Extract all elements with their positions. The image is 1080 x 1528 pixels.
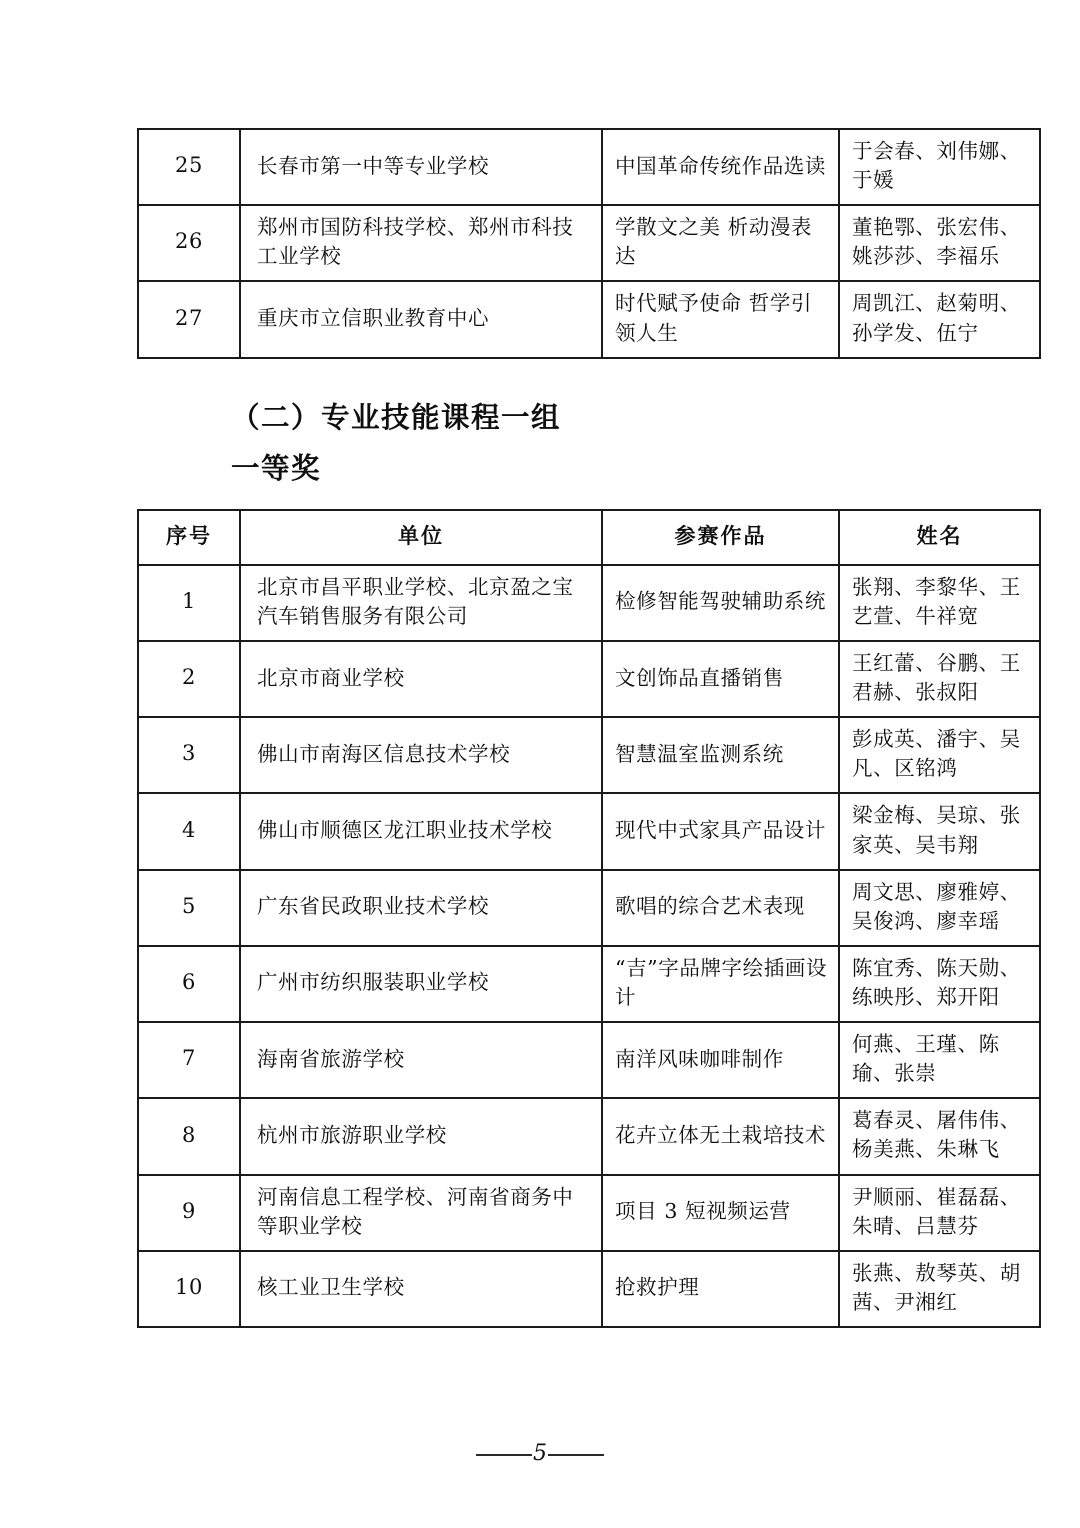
row-unit-cell: 长春市第一中等专业学校 [240,129,602,205]
table-row [138,946,1040,1022]
table-row [138,641,1040,717]
row-unit-cell: 佛山市顺德区龙江职业技术学校 [240,793,602,869]
table-row [138,793,1040,869]
row-unit-cell: 河南信息工程学校、河南省商务中等职业学校 [240,1175,602,1251]
award-level-heading: 一等奖 [231,451,322,485]
row-names-cell: 陈宜秀、陈天勋、练映彤、郑开阳 [839,946,1040,1022]
row-names-cell: 彭成英、潘宇、吴凡、区铭鸿 [839,717,1040,793]
row-index-cell [138,1251,240,1327]
row-work-cell: 南洋风味咖啡制作 [602,1022,839,1098]
page-number: 5 [533,1441,547,1466]
row-index-value: 4 [182,817,196,842]
row-index-cell [138,129,240,205]
row-index-value: 27 [175,305,203,330]
row-unit-cell: 郑州市国防科技学校、郑州市科技工业学校 [240,205,602,281]
row-names-cell: 梁金梅、吴琼、张家英、吴韦翔 [839,793,1040,869]
row-index-cell [138,870,240,946]
footer-rule-right-icon [548,1454,604,1456]
row-work-cell: 检修智能驾驶辅助系统 [602,565,839,641]
row-names-cell: 于会春、刘伟娜、于媛 [839,129,1040,205]
award-table-container [137,509,1041,1328]
row-work-cell: 中国革命传统作品选读 [602,129,839,205]
row-index-cell [138,281,240,357]
first-prize-awards-table [137,509,1041,1328]
table-row [138,1175,1040,1251]
table-row [138,565,1040,641]
footer-rule-left-icon [476,1454,532,1456]
row-index-value: 7 [182,1046,196,1071]
row-unit-cell: 佛山市南海区信息技术学校 [240,717,602,793]
row-work-cell: 时代赋予使命 哲学引领人生 [602,281,839,357]
page-number-group [476,1441,604,1466]
row-names-cell: 何燕、王瑾、陈瑜、张崇 [839,1022,1040,1098]
row-index-cell [138,1175,240,1251]
row-unit-cell: 核工业卫生学校 [240,1251,602,1327]
row-unit-cell: 杭州市旅游职业学校 [240,1098,602,1174]
row-index-value: 25 [175,153,203,178]
row-unit-cell: 北京市商业学校 [240,641,602,717]
row-names-cell: 张翔、李黎华、王艺萱、牛祥宽 [839,565,1040,641]
column-header-index: 序号 [138,510,240,565]
row-unit-cell: 北京市昌平职业学校、北京盈之宝汽车销售服务有限公司 [240,565,602,641]
row-index-cell [138,717,240,793]
table-row [138,870,1040,946]
row-index-cell [138,793,240,869]
row-index-value: 9 [182,1198,196,1223]
award-table-body [138,565,1040,1327]
section-heading: （二）专业技能课程一组 [231,401,562,434]
column-header-names: 姓名 [839,510,1040,565]
row-work-cell: 抢救护理 [602,1251,839,1327]
row-work-cell: “吉”字品牌字绘插画设计 [602,946,839,1022]
table-row [138,281,1040,357]
row-work-cell: 项目 3 短视频运营 [602,1175,839,1251]
row-index-cell [138,565,240,641]
table-row [138,129,1040,205]
row-work-cell: 花卉立体无土栽培技术 [602,1098,839,1174]
row-work-cell: 智慧温室监测系统 [602,717,839,793]
row-names-cell: 周文思、廖雅婷、吴俊鸿、廖幸瑶 [839,870,1040,946]
row-work-cell: 现代中式家具产品设计 [602,793,839,869]
continued-table-container [137,128,1041,359]
table-header-row [138,510,1040,565]
row-index-cell [138,205,240,281]
continued-awards-table [137,128,1041,359]
row-index-value: 1 [182,589,196,614]
row-index-value: 8 [182,1122,196,1147]
row-index-value: 3 [182,741,196,766]
page-footer [0,1441,1080,1466]
row-index-value: 6 [182,970,196,995]
row-unit-cell: 重庆市立信职业教育中心 [240,281,602,357]
row-names-cell: 董艳鄂、张宏伟、姚莎莎、李福乐 [839,205,1040,281]
row-work-cell: 歌唱的综合艺术表现 [602,870,839,946]
table-row [138,1251,1040,1327]
row-index-value: 26 [175,229,203,254]
row-index-cell [138,1022,240,1098]
section-heading-block [231,401,562,485]
table-row [138,1098,1040,1174]
row-unit-cell: 广州市纺织服装职业学校 [240,946,602,1022]
table-row [138,717,1040,793]
column-header-unit: 单位 [240,510,602,565]
column-header-work: 参赛作品 [602,510,839,565]
row-names-cell: 张燕、敖琴英、胡茜、尹湘红 [839,1251,1040,1327]
table-row [138,1022,1040,1098]
row-index-cell [138,946,240,1022]
row-index-value: 10 [175,1274,203,1299]
row-index-cell [138,641,240,717]
row-names-cell: 尹顺丽、崔磊磊、朱晴、吕慧芬 [839,1175,1040,1251]
row-unit-cell: 广东省民政职业技术学校 [240,870,602,946]
table-row [138,205,1040,281]
row-work-cell: 学散文之美 析动漫表达 [602,205,839,281]
row-index-value: 5 [182,893,196,918]
row-index-value: 2 [182,665,196,690]
row-names-cell: 周凯江、赵菊明、孙学发、伍宁 [839,281,1040,357]
row-names-cell: 王红蕾、谷鹏、王君赫、张叔阳 [839,641,1040,717]
row-names-cell: 葛春灵、屠伟伟、杨美燕、朱琳飞 [839,1098,1040,1174]
row-index-cell [138,1098,240,1174]
row-work-cell: 文创饰品直播销售 [602,641,839,717]
row-unit-cell: 海南省旅游学校 [240,1022,602,1098]
